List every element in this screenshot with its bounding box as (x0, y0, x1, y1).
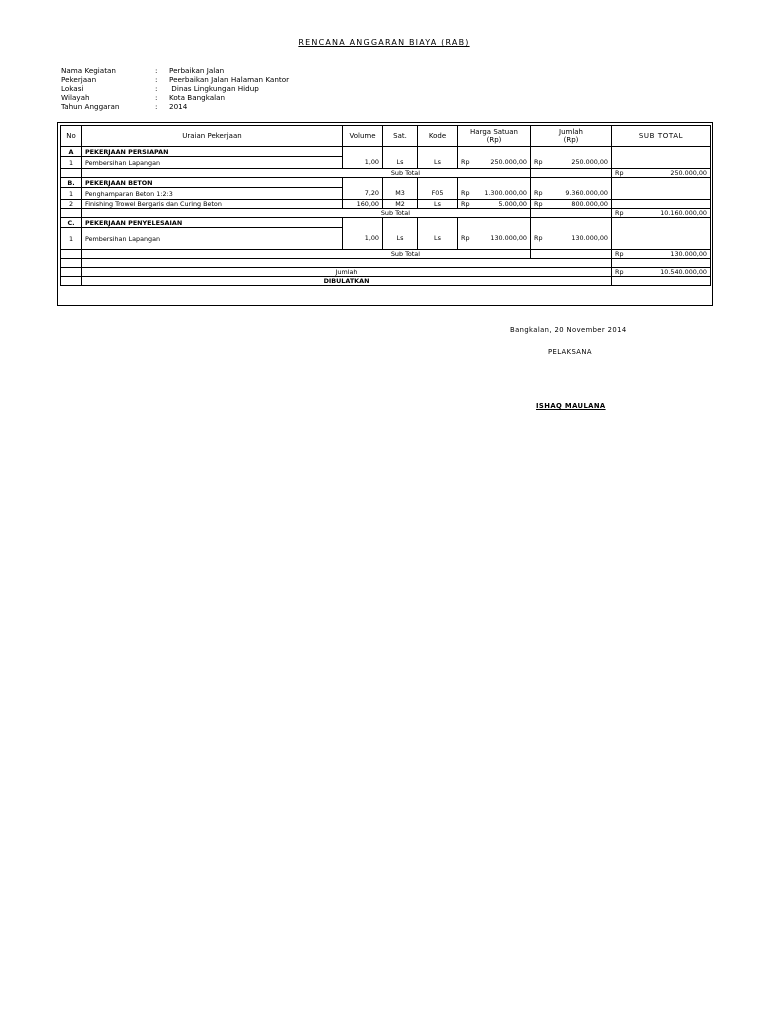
section-no: C. (61, 218, 82, 228)
info-colon: : (155, 84, 158, 93)
header-volume: Volume (343, 126, 383, 147)
info-label: Lokasi (61, 84, 84, 93)
section-title: PEKERJAAN PENYELESAIAN (82, 218, 343, 228)
project-info (61, 66, 289, 111)
header-uraian: Uraian Pekerjaan (82, 126, 343, 147)
item-jumlah (531, 200, 612, 209)
table-row (61, 200, 711, 209)
header-kode: Kode (418, 126, 458, 147)
amount: 10.540.000,00 (660, 268, 707, 276)
item-kode: Ls (418, 200, 458, 209)
info-row-pekerjaan (61, 75, 289, 84)
item-no: 1 (61, 188, 82, 200)
info-row-wilayah (61, 93, 289, 102)
subtotal-row (61, 209, 711, 218)
currency: Rp (615, 250, 624, 258)
header-sat: Sat. (383, 126, 418, 147)
item-uraian: Pembersihan Lapangan (82, 228, 343, 250)
item-uraian: Finishing Trowel Bergaris dan Curing Beton (82, 200, 343, 209)
table-row (61, 228, 711, 250)
section-row (61, 218, 711, 228)
header-jumlah-line2: (Rp) (563, 136, 579, 144)
jumlah-row (61, 268, 711, 277)
rab-table-frame (57, 122, 713, 306)
info-label: Nama Kegiatan (61, 66, 116, 75)
subtotal-value (612, 209, 711, 218)
amount: 1.300.000,00 (484, 189, 527, 198)
signature-name: ISHAQ MAULANA (536, 402, 606, 410)
section-title: PEKERJAAN BETON (82, 178, 343, 188)
currency: Rp (461, 234, 470, 243)
amount: 130.000,00 (490, 234, 527, 243)
currency: Rp (461, 189, 470, 198)
signature-role: PELAKSANA (548, 348, 592, 356)
item-kode: Ls (418, 228, 458, 250)
item-sat: Ls (383, 157, 418, 169)
info-label: Tahun Anggaran (61, 102, 120, 111)
subtotal-value (612, 250, 711, 259)
item-sat: Ls (383, 228, 418, 250)
jumlah-label: Jumlah (82, 268, 612, 277)
info-row-tahun (61, 102, 289, 111)
info-value: Perbaikan Jalan (169, 66, 225, 75)
currency: Rp (615, 209, 624, 217)
currency: Rp (534, 189, 543, 198)
info-value: Peerbaikan Jalan Halaman Kantor (169, 75, 290, 84)
item-jumlah (531, 188, 612, 200)
item-volume: 7,20 (343, 188, 383, 200)
section-title: PEKERJAAN PERSIAPAN (82, 147, 343, 157)
subtotal-row (61, 250, 711, 259)
header-harga-line1: Harga Satuan (470, 128, 518, 136)
subtotal-value (612, 169, 711, 178)
header-no: No (61, 126, 82, 147)
amount: 250.000,00 (670, 169, 707, 177)
amount: 250.000,00 (571, 158, 608, 167)
signature-place-date: Bangkalan, 20 November 2014 (510, 326, 627, 334)
info-colon: : (155, 102, 158, 111)
item-harga (458, 157, 531, 169)
document-title (0, 38, 768, 47)
dibulatkan-label: DIBULATKAN (82, 277, 612, 286)
table-row (61, 157, 711, 169)
info-row-kegiatan (61, 66, 289, 75)
item-sat: M3 (383, 188, 418, 200)
currency: Rp (534, 158, 543, 167)
item-jumlah (531, 228, 612, 250)
item-volume: 1,00 (343, 157, 383, 169)
amount: 10.160.000,00 (660, 209, 707, 217)
item-kode: F05 (418, 188, 458, 200)
currency: Rp (615, 169, 624, 177)
section-row (61, 178, 711, 188)
info-row-lokasi (61, 84, 289, 93)
header-subtotal: SUB TOTAL (612, 126, 711, 147)
spacer-row (61, 259, 711, 268)
item-sat: M2 (383, 200, 418, 209)
item-no: 1 (61, 157, 82, 169)
item-kode: Ls (418, 157, 458, 169)
header-harga-line2: (Rp) (486, 136, 502, 144)
subtotal-label: Sub Total (82, 169, 531, 178)
item-uraian: Pembersihan Lapangan (82, 157, 343, 169)
item-volume: 160,00 (343, 200, 383, 209)
table-header-row (61, 126, 711, 147)
info-value: 2014 (169, 102, 188, 111)
item-harga (458, 188, 531, 200)
info-label: Pekerjaan (61, 75, 97, 84)
header-jumlah (531, 126, 612, 147)
subtotal-row (61, 169, 711, 178)
section-no: B. (61, 178, 82, 188)
currency: Rp (615, 268, 624, 276)
item-volume: 1,00 (343, 228, 383, 250)
currency: Rp (534, 200, 543, 208)
subtotal-label: Sub Total (82, 209, 531, 218)
info-colon: : (155, 93, 158, 102)
title-text: RENCANA ANGGARAN BIAYA (RAB) (298, 38, 470, 47)
jumlah-value (612, 268, 711, 277)
info-colon: : (155, 75, 158, 84)
amount: 130.000,00 (670, 250, 707, 258)
info-label: Wilayah (61, 93, 90, 102)
item-jumlah (531, 157, 612, 169)
item-no: 1 (61, 228, 82, 250)
info-value: Dinas Lingkungan Hidup (169, 84, 259, 93)
amount: 130.000,00 (571, 234, 608, 243)
header-jumlah-line1: Jumlah (559, 128, 583, 136)
item-no: 2 (61, 200, 82, 209)
info-value: Kota Bangkalan (169, 93, 226, 102)
header-harga (458, 126, 531, 147)
rab-table (60, 125, 711, 286)
item-uraian: Penghamparan Beton 1:2:3 (82, 188, 343, 200)
amount: 5.000,00 (498, 200, 527, 208)
item-harga (458, 228, 531, 250)
amount: 800.000,00 (571, 200, 608, 208)
currency: Rp (461, 158, 470, 167)
dibulatkan-row (61, 277, 711, 286)
currency: Rp (534, 234, 543, 243)
info-colon: : (155, 66, 158, 75)
section-row (61, 147, 711, 157)
currency: Rp (461, 200, 470, 208)
item-harga (458, 200, 531, 209)
amount: 9.360.000,00 (565, 189, 608, 198)
amount: 250.000,00 (490, 158, 527, 167)
subtotal-label: Sub Total (82, 250, 531, 259)
section-no: A (61, 147, 82, 157)
table-row (61, 188, 711, 200)
